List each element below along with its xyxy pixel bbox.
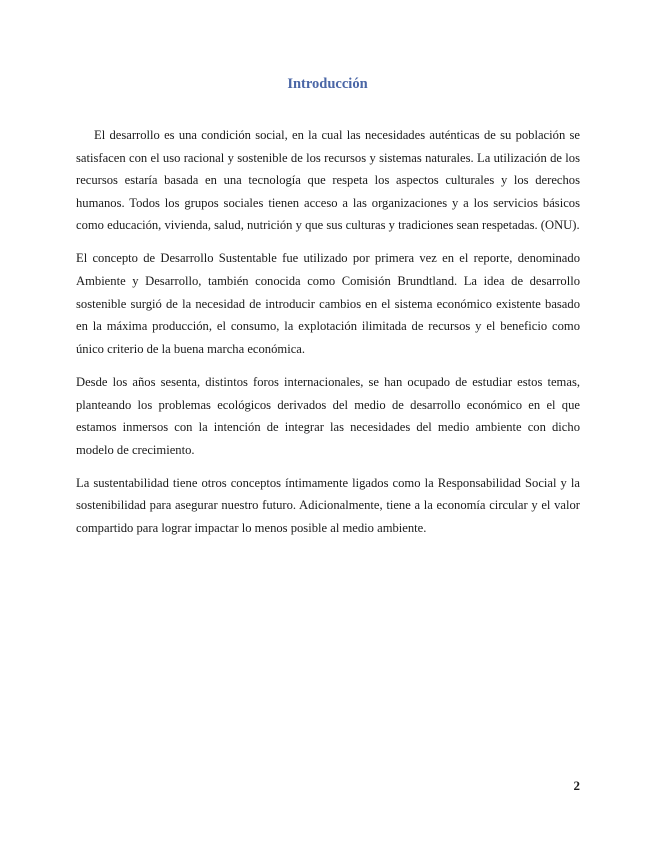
paragraph-3: Desde los años sesenta, distintos foros internacionales, se han ocupado de estudiar estos temas, planteando los problemas ecológicos derivados del medio de desarrollo económico en el que estamos inmersos con la intención de integrar las necesidades del medio ambiente con dicho modelo de crecimiento. [76, 374, 580, 457]
paragraph-1: El desarrollo es una condición social, en la cual las necesidades auténticas de su población se satisfacen con el uso racional y sostenible de los recursos y sistemas naturales. La utilización de los recursos estaría basada en una tecnología que respeta los aspectos culturales y los derechos humanos. Todos los grupos sociales tienen acceso a las organizaciones y a los servicios básicos como educación, vivienda, salud, nutrición y que sus culturas y tradiciones sean respetadas. (ONU). [76, 128, 580, 233]
page-number: 2 [573, 778, 580, 793]
paragraph-2: El concepto de Desarrollo Sustentable fue utilizado por primera vez en el reporte, denominado Ambiente y Desarrollo, también conocida como Comisión Brundtland. La idea de desarrollo sostenible surgió de la necesidad de introducir cambios en el sistema económico existente basado en la máxima producción, el consumo, la explotación ilimitada de recursos y el beneficio como único criterio de la buena marcha económica. [76, 251, 580, 356]
page-title: Introducción [287, 76, 368, 92]
paragraph-4: La sustentabilidad tiene otros conceptos íntimamente ligados como la Responsabilidad Social y la sostenibilidad para asegurar nuestro futuro. Adicionalmente, tiene a la economía circular y el valor compartido para lograr impactar lo menos posible al medio ambiente. [76, 475, 580, 535]
document-body [76, 124, 580, 550]
